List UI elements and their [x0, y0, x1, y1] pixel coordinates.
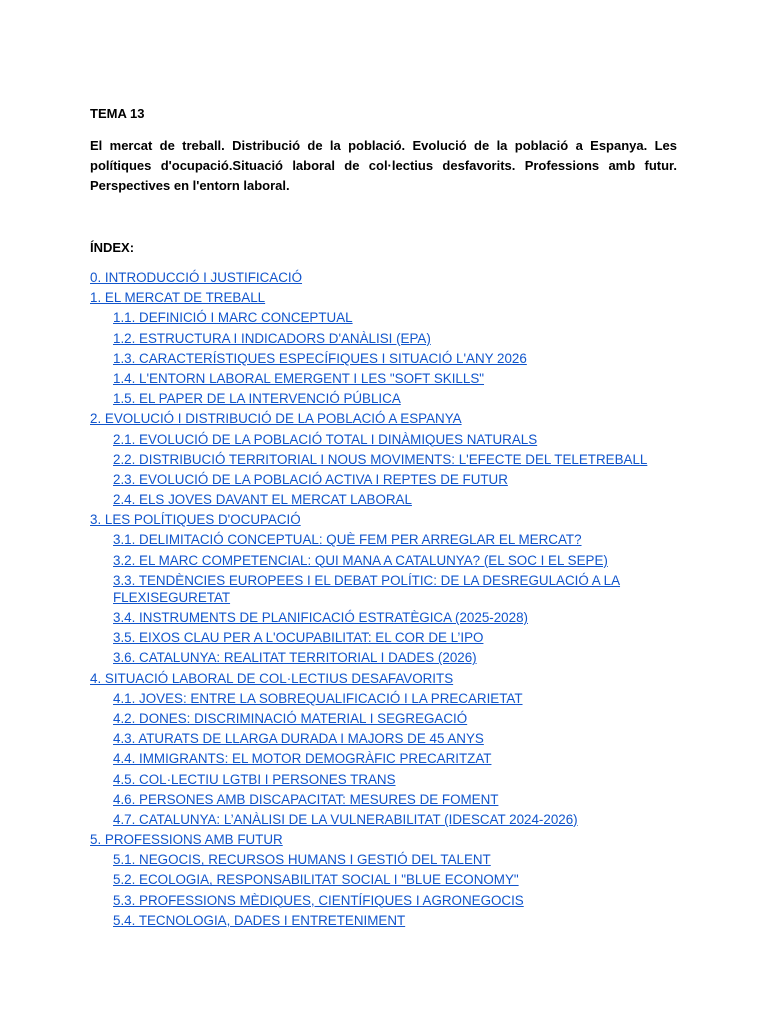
toc-subsection-link[interactable]: 1.2. ESTRUCTURA I INDICADORS D'ANÀLISI (EPA) — [113, 330, 431, 346]
toc-subsection-link[interactable]: 2.4. ELS JOVES DAVANT EL MERCAT LABORAL — [113, 492, 412, 508]
toc-subsection-link[interactable]: 4.3. ATURATS DE LLARGA DURADA I MAJORS DE 45 ANYS — [113, 731, 484, 747]
toc-section-link[interactable]: 0. INTRODUCCIÓ I JUSTIFICACIÓ — [90, 270, 303, 285]
toc-section-link[interactable]: 4. SITUACIÓ LABORAL DE COL·LECTIUS DESAFAVORITS — [90, 670, 454, 686]
document-page — [90, 104, 677, 932]
toc-subsection-link[interactable]: 4.6. PERSONES AMB DISCAPACITAT: MESURES DE FOMENT — [113, 791, 499, 807]
toc-subsection-link[interactable]: 5.3. PROFESSIONS MÈDIQUES, CIENTÍFIQUES I AGRONEGOCIS — [113, 892, 524, 908]
toc-subsection-link[interactable]: 4.7. CATALUNYA: L’ANÀLISI DE LA VULNERABILITAT (IDESCAT 2024-2026) — [113, 811, 578, 827]
toc-subsection-link[interactable]: 3.1. DELIMITACIÓ CONCEPTUAL: QUÈ FEM PER ARREGLAR EL MERCAT? — [113, 532, 582, 548]
toc-subsection-link[interactable]: 4.2. DONES: DISCRIMINACIÓ MATERIAL I SEGREGACIÓ — [113, 710, 468, 726]
toc-subsection-link[interactable]: 3.3. TENDÈNCIES EUROPEES I EL DEBAT POLÍTIC: DE LA DESREGULACIÓ A LA FLEXISEGURETAT — [113, 572, 621, 605]
toc-section-link[interactable]: 3. LES POLÍTIQUES D'OCUPACIÓ — [90, 512, 301, 528]
toc-subsection-link[interactable]: 4.5. COL·LECTIU LGTBI I PERSONES TRANS — [113, 771, 396, 787]
toc-subsection-link[interactable]: 4.4. IMMIGRANTS: EL MOTOR DEMOGRÀFIC PRECARITZAT — [113, 751, 492, 767]
toc-subsection-link[interactable]: 1.5. EL PAPER DE LA INTERVENCIÓ PÚBLICA — [113, 391, 401, 407]
toc-subsection-link[interactable]: 2.1. EVOLUCIÓ DE LA POBLACIÓ TOTAL I DINÀMIQUES NATURALS — [113, 431, 538, 447]
topic-number: TEMA 13 — [90, 106, 145, 121]
toc-subsection-link[interactable]: 1.1. DEFINICIÓ I MARC CONCEPTUAL — [113, 310, 353, 326]
toc-subsection-link[interactable]: 5.4. TECNOLOGIA, DADES I ENTRETENIMENT — [113, 912, 406, 928]
toc-subsection-link[interactable]: 2.3. EVOLUCIÓ DE LA POBLACIÓ ACTIVA I REPTES DE FUTUR — [113, 471, 508, 487]
toc-subsection-link[interactable]: 4.1. JOVES: ENTRE LA SOBREQUALIFICACIÓ I LA PRECARIETAT — [113, 690, 523, 706]
toc-subsection-link[interactable]: 5.1. NEGOCIS, RECURSOS HUMANS I GESTIÓ DEL TALENT — [113, 852, 491, 868]
table-of-contents — [90, 269, 677, 929]
toc-subsection-link[interactable]: 3.2. EL MARC COMPETENCIAL: QUI MANA A CATALUNYA? (EL SOC I EL SEPE) — [113, 552, 608, 568]
toc-section-link[interactable]: 2. EVOLUCIÓ I DISTRIBUCIÓ DE LA POBLACIÓ A ESPANYA — [90, 411, 462, 427]
toc-subsection-link[interactable]: 3.5. EIXOS CLAU PER A L'OCUPABILITAT: EL COR DE L’IPO — [113, 630, 484, 646]
topic-subject: El mercat de treball. Distribució de la població. Evolució de la població a Espanya. Les polítiques d'ocupació.Situació laboral de col·lectius desfavorits. Professions amb futur. Perspectives en l'entorn laboral. — [90, 138, 677, 193]
toc-subsection-link[interactable]: 3.4. INSTRUMENTS DE PLANIFICACIÓ ESTRATÈGICA (2025-2028) — [113, 610, 528, 625]
index-heading: ÍNDEX: — [90, 240, 135, 255]
toc-subsection-link[interactable]: 5.2. ECOLOGIA, RESPONSABILITAT SOCIAL I "BLUE ECONOMY" — [113, 872, 519, 888]
toc-section-link[interactable]: 1. EL MERCAT DE TREBALL — [90, 290, 266, 306]
toc-section-link[interactable]: 5. PROFESSIONS AMB FUTUR — [90, 832, 283, 848]
toc-subsection-link[interactable]: 2.2. DISTRIBUCIÓ TERRITORIAL I NOUS MOVIMENTS: L'EFECTE DEL TELETREBALL — [113, 451, 648, 467]
toc-subsection-link[interactable]: 1.4. L'ENTORN LABORAL EMERGENT I LES "SOFT SKILLS" — [113, 370, 485, 386]
toc-subsection-link[interactable]: 1.3. CARACTERÍSTIQUES ESPECÍFIQUES I SITUACIÓ L'ANY 2026 — [113, 350, 527, 366]
toc-subsection-link[interactable]: 3.6. CATALUNYA: REALITAT TERRITORIAL I DADES (2026) — [113, 650, 477, 666]
